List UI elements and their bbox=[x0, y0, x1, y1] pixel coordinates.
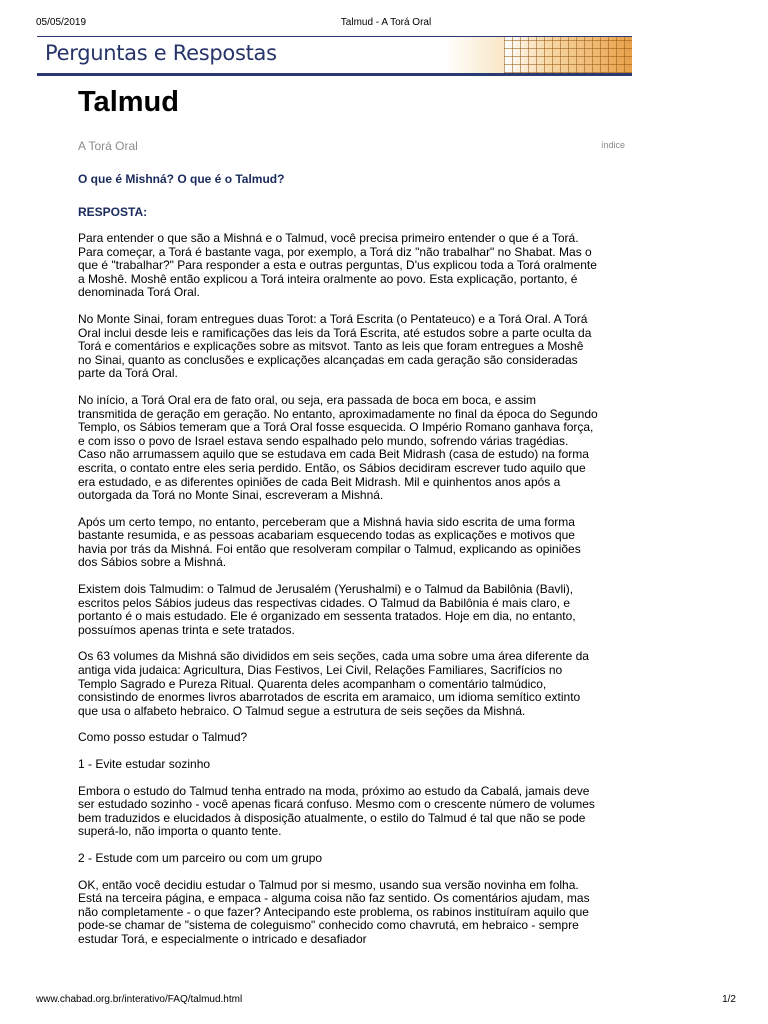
paragraph: OK, então você decidiu estudar o Talmud por si mesmo, usando sua versão novinha em folha. Está na terceira página, e empaca - alguma coisa não faz sentido. Os comentários ajudam, mas não completamente - o que fazer? Antecipando este problema, os rabinos instituíram aquilo que pode-se chamar de "sistema de coleguismo" conhecido como chavrutá, em hebraico - sempre estudar Torá, e especialmente o intricado e desafiador bbox=[78, 877, 590, 946]
paragraph: Para entender o que são a Mishná e o Talmud, você precisa primeiro entender o que é a Torá. Para começar, a Torá é bastante vaga, por exemplo, a Torá diz "não trabalhar" no Shabat. Mas o que é "trabalhar?" Para responder a esta e outras perguntas, D'us explicou toda a Torá oralmente a Moshê. Moshê então explicou a Torá inteira oralmente ao povo. Esta explicação, portanto, é denominada Torá Oral. bbox=[78, 231, 597, 300]
paragraph: No Monte Sinai, foram entregues duas Torot: a Torá Escrita (o Pentateuco) e a Torá Oral. A Torá Oral inclui desde leis e ramificações das leis da Torá Escrita, até estudos sobre a parte oculta da Torá e comentários e explicações sobre as mitsvot. Tanto as leis que foram entregues a Moshê no Sinai, quanto as conclusões e explicações alcançadas em cada geração são consideradas parte da Torá Oral. bbox=[78, 311, 592, 381]
page-url: www.chabad.org.br/interativo/FAQ/talmud.html bbox=[36, 994, 243, 1005]
print-date: 05/05/2019 bbox=[36, 17, 87, 28]
paragraph: Embora o estudo do Talmud tenha entrado na moda, próximo ao estudo da Cabalá, jamais deve ser estudado sozinho - você apenas ficará confuso. Mesmo com o crescente número de volumes bem traduzidos e elucidados à disposição atualmente, o estilo do Talmud é tal que não se pode superá-lo, não importa o quanto tente. bbox=[78, 783, 595, 839]
paragraph: Os 63 volumes da Mishná são divididos em seis seções, cada uma sobre uma área diferente da antiga vida judaica: Agricultura, Dias Festivos, Lei Civil, Relações Familiares, Sacrifícios no Templo Sagrado e Pureza Ritual. Quarenta deles acompanham o comentário talmúdico, consistindo de enormes livros abarrotados de escrita em aramaico, um idioma semítico extinto que usa o alfabeto hebraico. O Talmud segue a estrutura de seis seções da Mishná. bbox=[78, 649, 589, 718]
banner-fade bbox=[444, 37, 504, 73]
paragraph: No início, a Torá Oral era de fato oral, ou seja, era passada de boca em boca, e assim transmitida de geração em geração. No entanto, aproximadamente no final da época do Segundo Templo, os Sábios temeram que a Torá Oral fosse esquecida. O Império Romano ganhava força, e com isso o povo de Israel estava sendo espalhado pelo mundo, sofrendo várias tragédias. Caso não arrumassem aquilo que se estudava em cada Beit Midrash (casa de estudo) na forma escrita, o contato entre eles seria perdido. Então, os Sábios decidiram escrever tudo aquilo que era estudado, e as diferentes opiniões de cada Beit Midrash. Mil e quinhentos anos após a outorgada da Torá no Monte Sinai, escreveram a Mishná. bbox=[78, 392, 598, 503]
index-link[interactable]: índice bbox=[601, 140, 626, 150]
step-heading: 2 - Estude com um parceiro ou com um grupo bbox=[78, 850, 323, 865]
print-footer bbox=[36, 994, 736, 1008]
paragraph: Existem dois Talmudim: o Talmud de Jerusalém (Yerushalmi) e o Talmud da Babilônia (Bavli), escritos pelos Sábios judeus das respectivas cidades. O Talmud da Babilônia é mais claro, e portanto é o mais estudado. Ele é organizado em sessenta tratados. Hoje em dia, no entanto, possuímos apenas trinta e sete tratados. bbox=[78, 582, 576, 637]
print-page-title: Talmud - A Torá Oral bbox=[340, 17, 432, 28]
article-body bbox=[78, 232, 598, 960]
step-heading: 1 - Evite estudar sozinho bbox=[78, 757, 211, 771]
question-heading: O que é Mishná? O que é o Talmud? bbox=[78, 172, 285, 186]
page-number: 1/2 bbox=[722, 994, 736, 1005]
print-header bbox=[36, 17, 736, 31]
page-subtitle: A Torá Oral bbox=[78, 139, 138, 153]
paragraph: Após um certo tempo, no entanto, perceberam que a Mishná havia sido escrita de uma forma bastante resumida, e as pessoas acabariam esquecendo todas as explicações e motivos que havia por trás da Mishná. Foi então que resolveram compilar o Talmud, explicando as opiniões dos Sábios sobre a Mishná. bbox=[78, 514, 581, 570]
banner-grid-graphic bbox=[504, 37, 632, 73]
site-banner bbox=[37, 36, 632, 76]
banner-title: Perguntas e Respostas bbox=[45, 41, 277, 65]
answer-label: RESPOSTA: bbox=[78, 205, 148, 219]
section-question: Como posso estudar o Talmud? bbox=[78, 730, 248, 745]
page-title: Talmud bbox=[78, 86, 179, 118]
